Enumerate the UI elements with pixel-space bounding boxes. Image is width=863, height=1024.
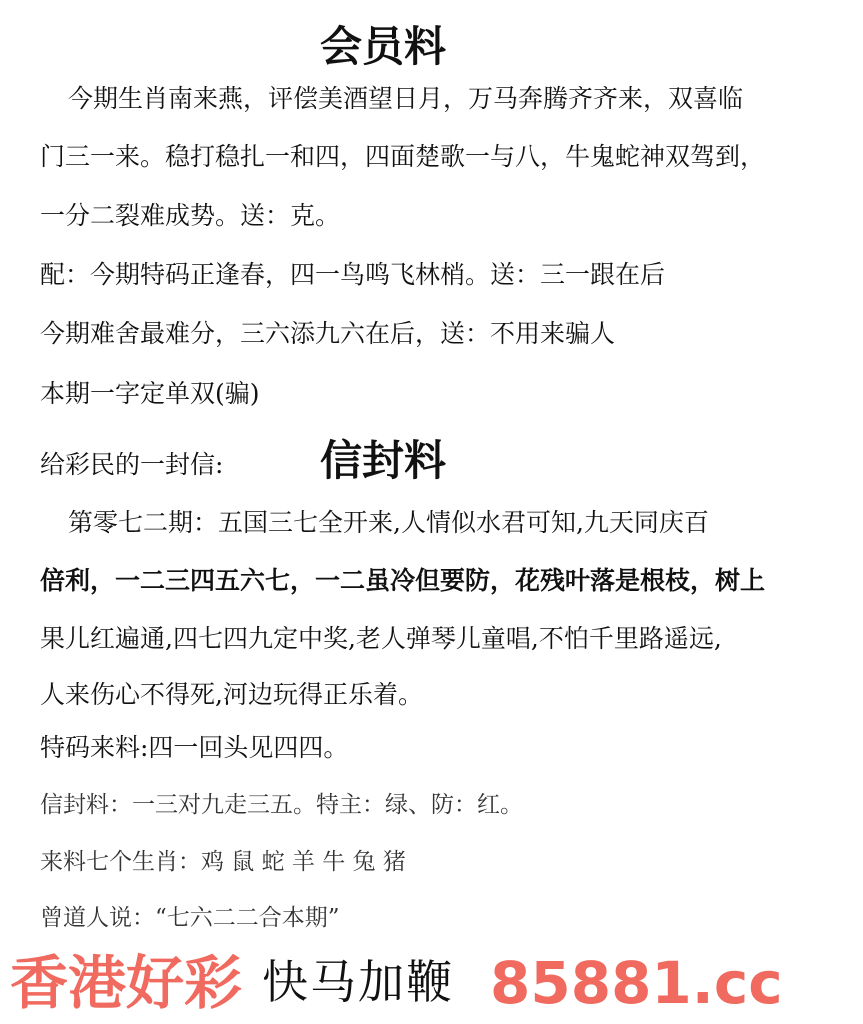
member-line: 配：今期特码正逢春，四一鸟鸣飞林梢。送：三一跟在后: [40, 260, 666, 289]
member-line: 今期生肖南来燕，评偿美酒望日月，万马奔腾齐齐来，双喜临: [68, 84, 744, 113]
envelope-line: 信封料：一三对九走三五。特主：绿、防：红。: [40, 792, 523, 818]
envelope-line: 曾道人说：“七六二二合本期”: [40, 905, 340, 931]
envelope-line: 特码来料:四一回头见四四。: [40, 733, 349, 762]
envelope-intro: 给彩民的一封信:: [40, 450, 224, 479]
member-line: 今期难舍最难分，三六添九六在后，送：不用来骗人: [40, 319, 616, 348]
member-line: 一分二裂难成势。送：克。: [40, 201, 341, 230]
envelope-line: 人来伤心不得死,河边玩得正乐着。: [40, 680, 423, 709]
member-section-title: 会员料: [320, 22, 447, 71]
watermark-text: 香港好彩: [10, 949, 243, 1017]
envelope-line: 倍利，一二三四五六七，一二虽冷但要防，花残叶落是根枝，树上: [40, 566, 766, 595]
envelope-line: 果儿红遍通,四七四九定中奖,老人弹琴儿童唱,不怕千里路遥远,: [40, 624, 722, 653]
envelope-line: 来料七个生肖：鸡 鼠 蛇 羊 牛 兔 猪: [40, 849, 406, 875]
watermark-url: 85881.cc: [490, 949, 783, 1017]
member-line: 本期一字定单双(骗): [40, 379, 260, 408]
member-line: 门三一来。稳打稳扎一和四，四面楚歌一与八，牛鬼蛇神双驾到，: [40, 142, 766, 171]
footer-heading: 快马加鞭: [262, 955, 454, 1009]
envelope-line: 第零七二期：五国三七全开来,人情似水君可知,九天同庆百: [68, 508, 709, 537]
envelope-section-title: 信封料: [320, 436, 447, 485]
